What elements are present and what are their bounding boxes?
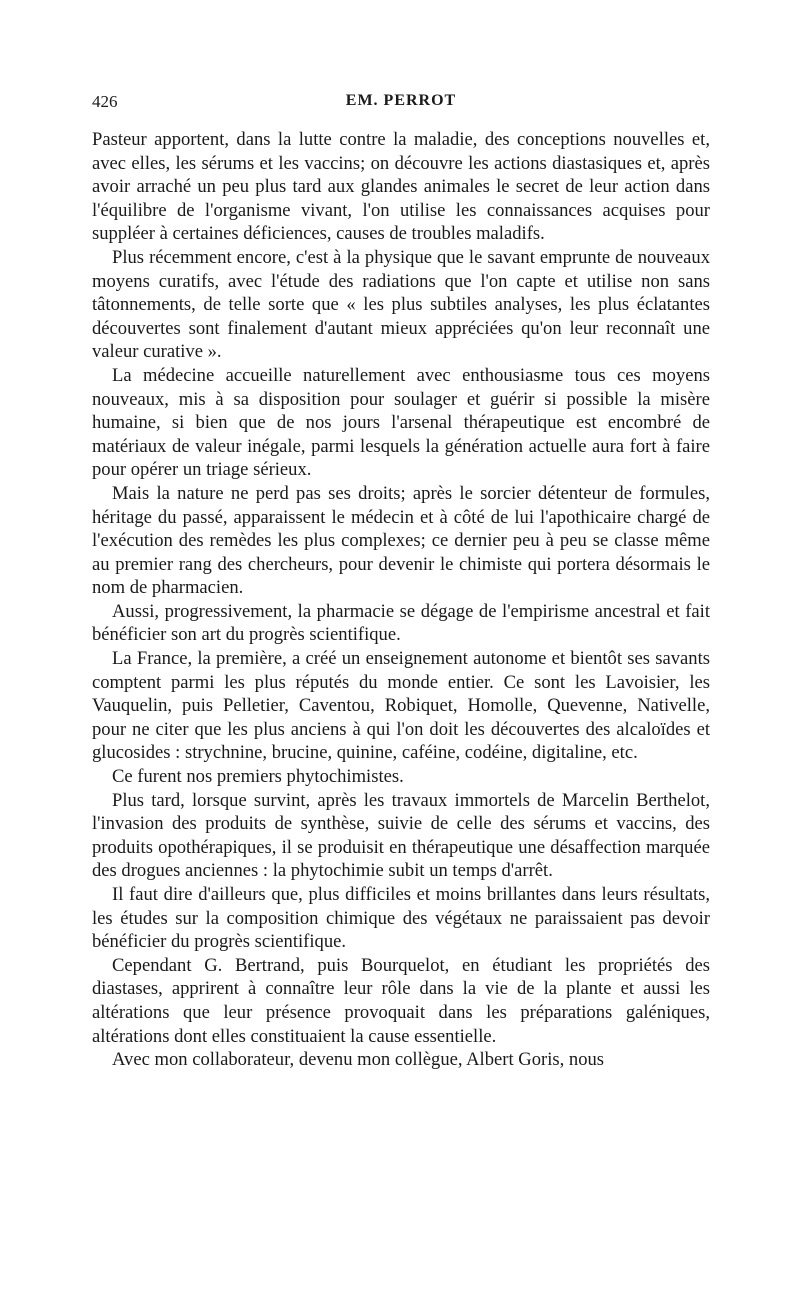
paragraph: Aussi, progressivement, la pharmacie se dégage de l'empirisme ancestral et fait bénéficier son art du progrès scientifique. — [92, 600, 710, 646]
paragraph: Plus tard, lorsque survint, après les travaux immortels de Marcelin Berthelot, l'invasion des produits de synthèse, suivie de celle des sérums et vaccins, des produits opothérapiques, il se produisit en thérapeutique une désaffection marquée des drogues anciennes : la phytochimie subit un temps d'arrêt. — [92, 789, 710, 882]
paragraph: Ce furent nos premiers phytochimistes. — [112, 766, 404, 788]
paragraph: La médecine accueille naturellement avec enthousiasme tous ces moyens nouveaux, mis à sa disposition pour soulager et guérir si possible la misère humaine, si bien que de nos jours l'arsenal thérapeutique est encombré de matériaux de valeur inégale, parmi lesquels la génération actuelle aura fort à faire pour opérer un triage sérieux. — [92, 364, 710, 481]
paragraph: Plus récemment encore, c'est à la physique que le savant emprunte de nouveaux moyens curatifs, avec l'étude des radiations que l'on capte et utilise non sans tâtonnements, de telle sorte que « les plus subtiles analyses, les plus éclatantes découvertes sont finalement d'autant mieux appréciées qu'on leur reconnaît une valeur curative ». — [92, 246, 710, 363]
running-head: EM. PERROT — [345, 92, 457, 109]
paragraph: Mais la nature ne perd pas ses droits; après le sorcier détenteur de formules, héritage du passé, apparaissent le médecin et à côté de lui l'apothicaire chargé de l'exécution des remèdes les plus complexes; ce dernier peu à peu se classe même au premier rang des chercheurs, pour devenir le chimiste qui portera désormais le nom de pharmacien. — [92, 482, 710, 599]
page-number: 426 — [92, 92, 118, 111]
paragraph: Avec mon collaborateur, devenu mon collègue, Albert Goris, nous — [112, 1049, 605, 1071]
paragraph: Pasteur apportent, dans la lutte contre la maladie, des conceptions nouvelles et, avec elles, les sérums et les vaccins; on découvre les actions diastasiques et, après avoir arraché un peu plus tard aux glandes animales le secret de leur action dans l'équilibre de l'organisme vivant, l'on utilise les connaissances acquises pour suppléer à certaines déficiences, causes de troubles maladifs. — [92, 129, 710, 245]
page-header — [92, 92, 710, 116]
paragraph: La France, la première, a créé un enseignement autonome et bientôt ses savants comptent parmi les plus réputés du monde entier. Ce sont les Lavoisier, les Vauquelin, puis Pelletier, Caventou, Robiquet, Homolle, Quevenne, Nativelle, pour ne citer que les plus anciens à qui l'on doit les découvertes des alcaloïdes et glucosides : strychnine, brucine, quinine, caféine, codéine, digitaline, etc. — [92, 648, 710, 764]
paragraph: Cependant G. Bertrand, puis Bourquelot, en étudiant les propriétés des diastases, apprirent à connaître leur rôle dans la vie de la plante et aussi les altérations que leur présence provoquait dans les préparations galéniques, altérations dont elles constituaient la cause essentielle. — [92, 954, 710, 1047]
paragraph: Il faut dire d'ailleurs que, plus difficiles et moins brillantes dans leurs résultats, les études sur la composition chimique des végétaux ne paraissaient pas devoir bénéficier du progrès scientifique. — [92, 884, 710, 953]
body-text — [92, 128, 710, 1072]
